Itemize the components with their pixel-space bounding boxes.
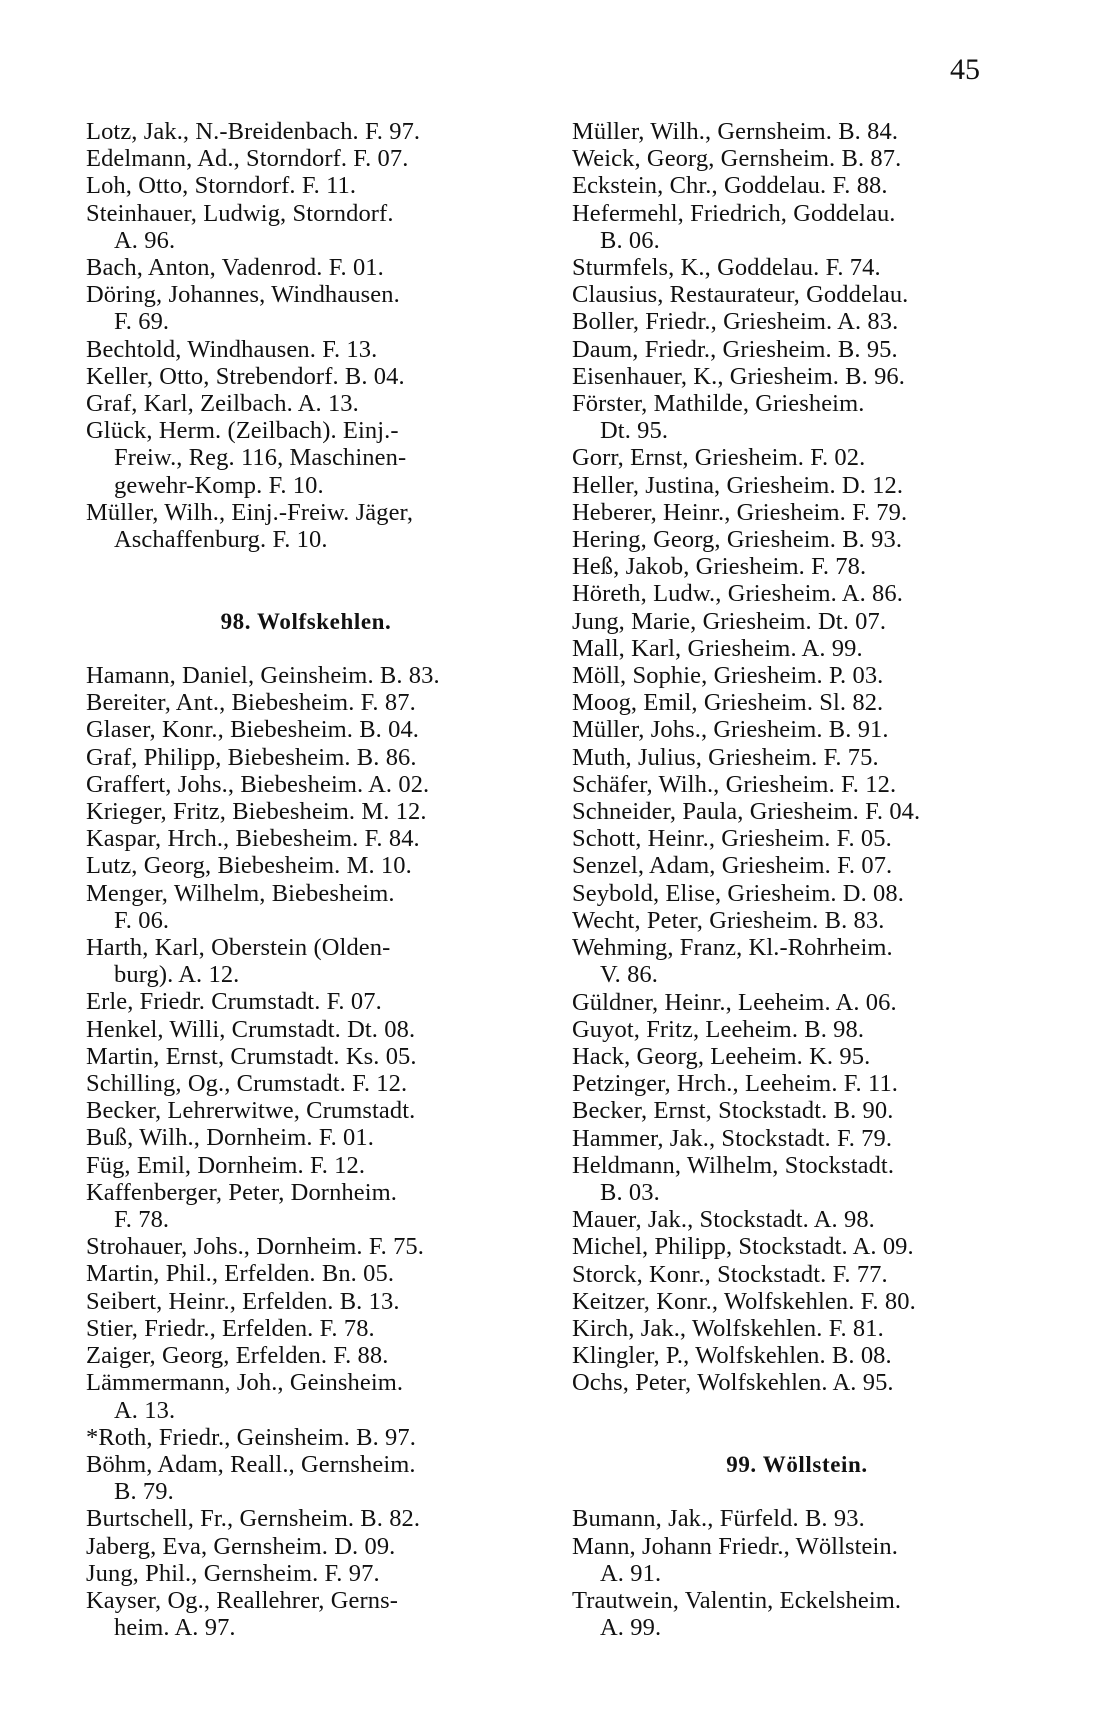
directory-entry: Schneider, Paula, Griesheim. F. 04. — [572, 798, 921, 826]
directory-entry: Jung, Marie, Griesheim. Dt. 07. — [572, 607, 887, 635]
entry-continuation: Dt. 95. — [600, 417, 669, 445]
directory-entry: Bumann, Jak., Fürfeld. B. 93. — [572, 1505, 865, 1533]
directory-entry: Gorr, Ernst, Griesheim. F. 02. — [572, 444, 866, 472]
directory-entry: Becker, Ernst, Stockstadt. B. 90. — [572, 1097, 894, 1125]
directory-entry: Martin, Ernst, Crumstadt. Ks. 05. — [86, 1042, 417, 1070]
spacer — [572, 1397, 1022, 1424]
directory-entry: Mall, Karl, Griesheim. A. 99. — [572, 634, 863, 662]
entry-continuation: gewehr-Komp. F. 10. — [114, 471, 324, 499]
entry-continuation: burg). A. 12. — [114, 961, 240, 989]
directory-entry: Graf, Philipp, Biebesheim. B. 86. — [86, 743, 417, 771]
directory-entry: Glaser, Konr., Biebesheim. B. 04. — [86, 716, 420, 744]
directory-entry: Senzel, Adam, Griesheim. F. 07. — [572, 852, 893, 880]
directory-entry: Müller, Wilh., Einj.-Freiw. Jäger, — [86, 498, 414, 526]
directory-entry: Bechtold, Windhausen. F. 13. — [86, 335, 378, 363]
directory-entry: Loh, Otto, Storndorf. F. 11. — [86, 172, 357, 200]
entry-continuation: A. 96. — [114, 226, 176, 254]
directory-entry: Eisenhauer, K., Griesheim. B. 96. — [572, 362, 905, 390]
directory-entry: Möll, Sophie, Griesheim. P. 03. — [572, 662, 884, 690]
entry-continuation: Aschaffenburg. F. 10. — [114, 526, 328, 554]
directory-entry: Wehming, Franz, Kl.-Rohrheim. — [572, 934, 893, 962]
entry-continuation: Freiw., Reg. 116, Maschinen- — [114, 444, 407, 472]
directory-entry: Muth, Julius, Griesheim. F. 75. — [572, 743, 879, 771]
directory-entry: Klingler, P., Wolfskehlen. B. 08. — [572, 1342, 892, 1370]
directory-entry: Eckstein, Chr., Goddelau. F. 88. — [572, 172, 888, 200]
left-column — [86, 118, 526, 1641]
entry-continuation: V. 86. — [600, 961, 659, 989]
directory-entry: Seibert, Heinr., Erfelden. B. 13. — [86, 1287, 400, 1315]
spacer — [86, 580, 526, 607]
directory-entry: Harth, Karl, Oberstein (Olden- — [86, 934, 391, 962]
entry-continuation: F. 69. — [114, 308, 170, 336]
directory-entry: Martin, Phil., Erfelden. Bn. 05. — [86, 1260, 395, 1288]
entry-continuation: A. 91. — [600, 1559, 662, 1587]
directory-entry: Böhm, Adam, Reall., Gernsheim. — [86, 1450, 416, 1478]
directory-entry: Weick, Georg, Gernsheim. B. 87. — [572, 145, 902, 173]
directory-entry: Graffert, Johs., Biebesheim. A. 02. — [86, 770, 430, 798]
directory-entry: Stier, Friedr., Erfelden. F. 78. — [86, 1314, 375, 1342]
directory-entry: Buß, Wilh., Dornheim. F. 01. — [86, 1124, 374, 1152]
directory-entry: Kaspar, Hrch., Biebesheim. F. 84. — [86, 825, 420, 853]
directory-entry: Strohauer, Johs., Dornheim. F. 75. — [86, 1233, 424, 1261]
directory-entry: Höreth, Ludw., Griesheim. A. 86. — [572, 580, 903, 608]
directory-entry: Döring, Johannes, Windhausen. — [86, 281, 400, 309]
entry-continuation: B. 79. — [114, 1478, 174, 1506]
directory-entry: Mann, Johann Friedr., Wöllstein. — [572, 1532, 898, 1560]
directory-entry: Heß, Jakob, Griesheim. F. 78. — [572, 553, 867, 581]
directory-entry: Hack, Georg, Leeheim. K. 95. — [572, 1042, 871, 1070]
directory-entry: Michel, Philipp, Stockstadt. A. 09. — [572, 1233, 914, 1261]
directory-entry: Füg, Emil, Dornheim. F. 12. — [86, 1151, 366, 1179]
directory-entry: Guyot, Fritz, Leeheim. B. 98. — [572, 1015, 865, 1043]
directory-entry: Lotz, Jak., N.-Breidenbach. F. 97. — [86, 118, 421, 145]
directory-entry: Schott, Heinr., Griesheim. F. 05. — [572, 825, 892, 853]
directory-entry: Trautwein, Valentin, Eckelsheim. — [572, 1586, 902, 1614]
directory-entry: Mauer, Jak., Stockstadt. A. 98. — [572, 1206, 875, 1234]
directory-entry: Glück, Herm. (Zeilbach). Einj.- — [86, 417, 399, 445]
directory-entry: Hammer, Jak., Stockstadt. F. 79. — [572, 1124, 893, 1152]
directory-entry: Wecht, Peter, Griesheim. B. 83. — [572, 906, 885, 934]
section-heading: 98. Wolfskehlen. — [220, 608, 392, 634]
entry-continuation: F. 78. — [114, 1206, 170, 1234]
directory-entry: Krieger, Fritz, Biebesheim. M. 12. — [86, 798, 427, 826]
directory-entry: *Roth, Friedr., Geinsheim. B. 97. — [86, 1423, 416, 1451]
directory-entry: Schilling, Og., Crumstadt. F. 12. — [86, 1070, 408, 1098]
directory-entry: Jaberg, Eva, Gernsheim. D. 09. — [86, 1532, 396, 1560]
entry-continuation: B. 03. — [600, 1178, 660, 1206]
directory-entry: Kirch, Jak., Wolfskehlen. F. 81. — [572, 1314, 884, 1342]
directory-entry: Boller, Friedr., Griesheim. A. 83. — [572, 308, 899, 336]
directory-entry: Keller, Otto, Strebendorf. B. 04. — [86, 362, 405, 390]
directory-entry: Sturmfels, K., Goddelau. F. 74. — [572, 254, 881, 282]
directory-entry: Daum, Friedr., Griesheim. B. 95. — [572, 335, 898, 363]
directory-entry: Hamann, Daniel, Geinsheim. B. 83. — [86, 662, 440, 690]
entry-continuation: F. 06. — [114, 906, 170, 934]
directory-entry: Bach, Anton, Vadenrod. F. 01. — [86, 254, 384, 282]
entry-continuation: A. 99. — [600, 1614, 662, 1642]
entry-continuation: A. 13. — [114, 1396, 176, 1424]
section-heading: 99. Wöllstein. — [726, 1451, 868, 1477]
directory-entry: Moog, Emil, Griesheim. Sl. 82. — [572, 689, 884, 717]
directory-entry: Förster, Mathilde, Griesheim. — [572, 390, 865, 418]
directory-entry: Hering, Georg, Griesheim. B. 93. — [572, 526, 903, 554]
directory-entry: Lutz, Georg, Biebesheim. M. 10. — [86, 852, 412, 880]
directory-entry: Keitzer, Konr., Wolfskehlen. F. 80. — [572, 1287, 916, 1315]
directory-entry: Menger, Wilhelm, Biebesheim. — [86, 879, 395, 907]
directory-entry: Güldner, Heinr., Leeheim. A. 06. — [572, 988, 897, 1016]
directory-entry: Steinhauer, Ludwig, Storndorf. — [86, 199, 394, 227]
directory-entry: Seybold, Elise, Griesheim. D. 08. — [572, 879, 904, 907]
spacer — [86, 635, 526, 662]
right-column — [572, 118, 1022, 1641]
directory-entry: Heberer, Heinr., Griesheim. F. 79. — [572, 498, 908, 526]
directory-entry: Müller, Johs., Griesheim. B. 91. — [572, 716, 889, 744]
directory-entry: Clausius, Restaurateur, Goddelau. — [572, 281, 909, 309]
directory-entry: Heller, Justina, Griesheim. D. 12. — [572, 471, 904, 499]
entry-continuation: heim. A. 97. — [114, 1614, 236, 1642]
spacer — [572, 1424, 1022, 1451]
directory-entry: Edelmann, Ad., Storndorf. F. 07. — [86, 145, 409, 173]
directory-entry: Kaffenberger, Peter, Dornheim. — [86, 1178, 398, 1206]
spacer — [572, 1478, 1022, 1505]
page-number: 45 — [950, 53, 980, 86]
directory-entry: Schäfer, Wilh., Griesheim. F. 12. — [572, 770, 897, 798]
directory-entry: Burtschell, Fr., Gernsheim. B. 82. — [86, 1505, 421, 1533]
directory-entry: Bereiter, Ant., Biebesheim. F. 87. — [86, 689, 416, 717]
directory-entry: Müller, Wilh., Gernsheim. B. 84. — [572, 118, 899, 145]
directory-entry: Erle, Friedr. Crumstadt. F. 07. — [86, 988, 382, 1016]
directory-entry: Jung, Phil., Gernsheim. F. 97. — [86, 1559, 380, 1587]
directory-entry: Graf, Karl, Zeilbach. A. 13. — [86, 390, 359, 418]
spacer — [86, 553, 526, 580]
directory-entry: Lämmermann, Joh., Geinsheim. — [86, 1369, 404, 1397]
directory-entry: Kayser, Og., Reallehrer, Gerns- — [86, 1586, 399, 1614]
entry-continuation: B. 06. — [600, 226, 660, 254]
directory-entry: Hefermehl, Friedrich, Goddelau. — [572, 199, 896, 227]
directory-entry: Zaiger, Georg, Erfelden. F. 88. — [86, 1342, 389, 1370]
directory-entry: Henkel, Willi, Crumstadt. Dt. 08. — [86, 1015, 416, 1043]
directory-entry: Petzinger, Hrch., Leeheim. F. 11. — [572, 1070, 899, 1098]
directory-entry: Becker, Lehrerwitwe, Crumstadt. — [86, 1097, 416, 1125]
directory-entry: Storck, Konr., Stockstadt. F. 77. — [572, 1260, 888, 1288]
directory-entry: Heldmann, Wilhelm, Stockstadt. — [572, 1151, 895, 1179]
directory-entry: Ochs, Peter, Wolfskehlen. A. 95. — [572, 1369, 894, 1397]
